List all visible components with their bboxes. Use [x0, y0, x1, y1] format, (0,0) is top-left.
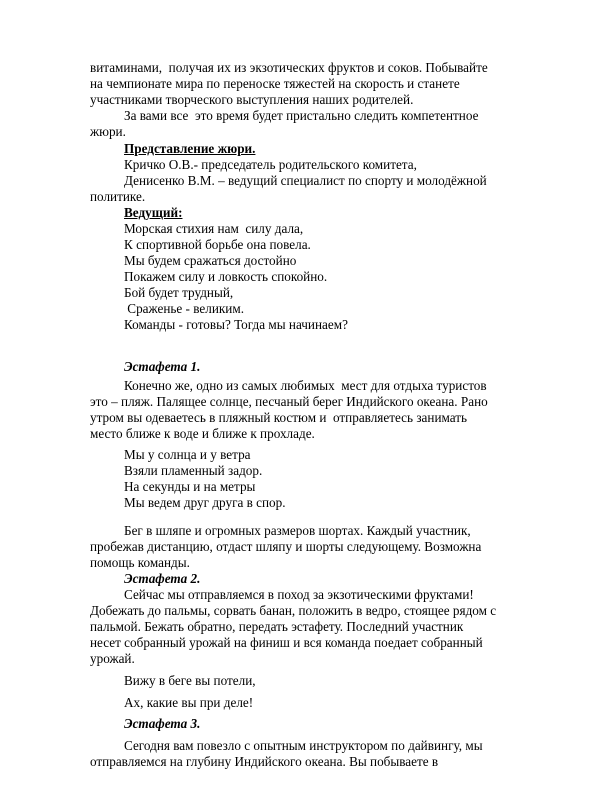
- section-heading: Ведущий:: [124, 205, 183, 220]
- para-line: место ближе к воде и ближе к прохладе.: [90, 426, 315, 441]
- para-line: Денисенко В.М. – ведущий специалист по спорту и молодёжной: [124, 173, 487, 188]
- para-line: отправляемся на глубину Индийского океана. Вы побываете в: [90, 754, 439, 769]
- verse-line: Бой будет трудный,: [124, 285, 234, 300]
- relay-heading: Эстафета 2.: [124, 571, 201, 586]
- verse-line: Мы будем сражаться достойно: [124, 253, 297, 268]
- para-line: Добежать до пальмы, сорвать банан, положить в ведро, стоящее рядом с: [90, 603, 497, 618]
- para-line: политике.: [90, 189, 146, 204]
- para-line: пальмой. Бежать обратно, передать эстафету. Последний участник: [90, 619, 464, 634]
- verse-line: Сраженье - великим.: [124, 301, 244, 316]
- relay-heading: Эстафета 3.: [124, 716, 201, 731]
- para-line: Кричко О.В.- председатель родительского комитета,: [124, 157, 417, 172]
- verse-line: На секунды и на метры: [124, 479, 256, 494]
- verse-line: Морская стихия нам силу дала,: [124, 221, 304, 236]
- para-line: жюри.: [90, 124, 126, 139]
- verse-line: Команды - готовы? Тогда мы начинаем?: [124, 317, 348, 332]
- relay-heading: Эстафета 1.: [124, 359, 201, 374]
- para-line: витаминами, получая их из экзотических фруктов и соков. Побывайте: [90, 60, 488, 75]
- para-line: За вами все это время будет пристально следить компетентное: [124, 108, 479, 123]
- section-heading: Представление жюри.: [124, 141, 256, 156]
- verse-line: Ах, какие вы при деле!: [124, 695, 254, 710]
- para-line: несет собранный урожай на финиш и вся команда поедает собранный: [90, 635, 483, 650]
- verse-line: Взяли пламенный задор.: [124, 463, 263, 478]
- verse-line: К спортивной борьбе она повела.: [124, 237, 311, 252]
- para-line: Сегодня вам повезло с опытным инструктором по дайвингу, мы: [124, 738, 483, 753]
- para-line: на чемпионате мира по переноске тяжестей на скорость и станете: [90, 76, 460, 91]
- para-line: урожай.: [90, 651, 135, 666]
- verse-line: Мы у солнца и у ветра: [124, 447, 251, 462]
- para-line: пробежав дистанцию, отдаст шляпу и шорты следующему. Возможна: [90, 539, 482, 554]
- para-line: утром вы одеваетесь в пляжный костюм и отправляетесь занимать: [90, 410, 468, 425]
- para-line: участниками творческого выступления наших родителей.: [90, 92, 414, 107]
- para-line: Бег в шляпе и огромных размеров шортах. Каждый участник,: [124, 523, 471, 538]
- para-line: Конечно же, одно из самых любимых мест для отдыха туристов: [124, 378, 487, 393]
- para-line: помощь команды.: [90, 555, 190, 570]
- verse-line: Вижу в беге вы потели,: [124, 673, 256, 688]
- verse-line: Мы ведем друг друга в спор.: [124, 495, 286, 510]
- para-line: это – пляж. Палящее солнце, песчаный берег Индийского океана. Рано: [90, 394, 488, 409]
- para-line: Сейчас мы отправляемся в поход за экзотическими фруктами!: [124, 587, 474, 602]
- verse-line: Покажем силу и ловкость спокойно.: [124, 269, 328, 284]
